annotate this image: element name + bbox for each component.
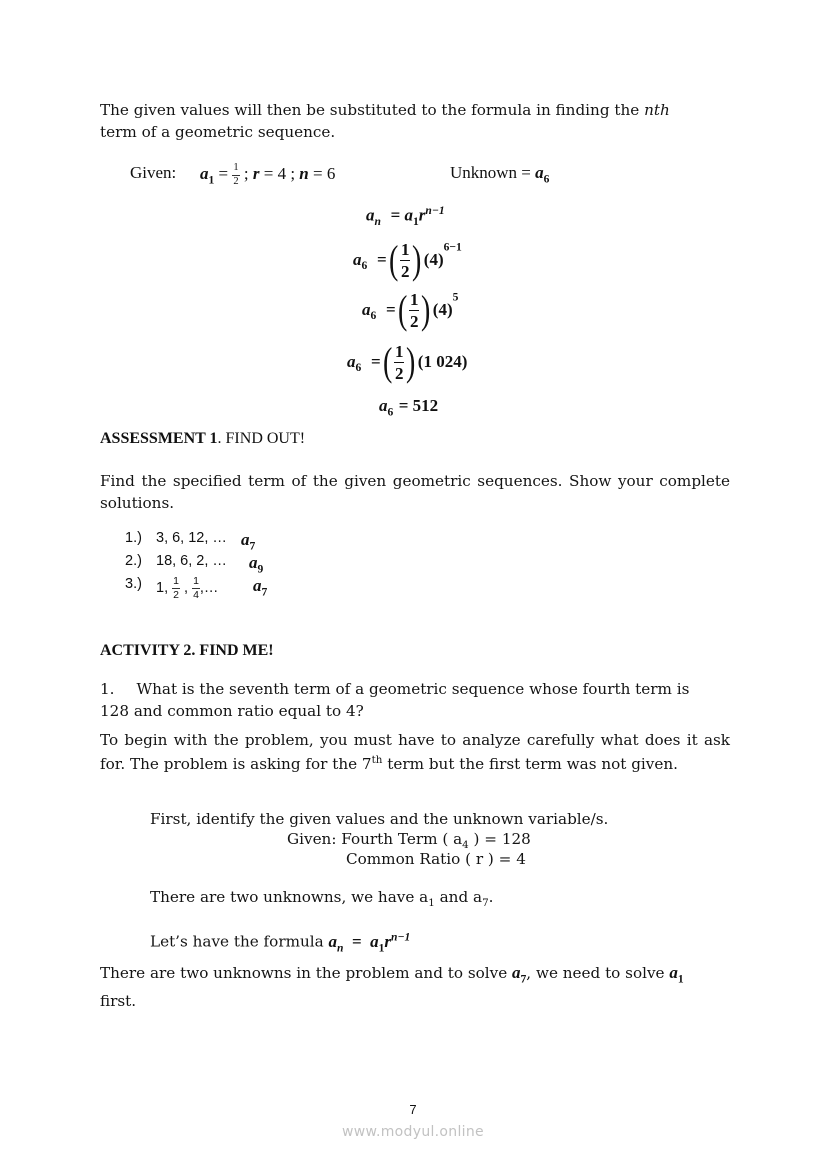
activity-question [100,678,740,722]
given-label: Given: [130,163,177,182]
item-seq-start: 1, [156,579,169,596]
formula2-r: r [384,931,392,951]
list-item [125,553,264,576]
item-term-sub: 9 [257,562,264,576]
item-num: 1.) [125,530,142,546]
formula-line: $a_n = a_1r^{n-1}$ [366,204,445,229]
assessment-title-b: . FIND OUT! [217,430,306,447]
unknowns-sub2: 7 [482,897,489,910]
given-fourth-b: ) = 128 [468,830,531,848]
formula2-eq: = [351,931,362,951]
activity-paragraph-1 [100,731,730,774]
item-term-sub: 7 [249,539,256,553]
step2-exp: 5 [452,290,459,304]
assessment-heading [100,430,305,448]
formula-lhs-sub: n [374,215,381,229]
assessment-instructions: Find the specified term of the given geometric sequences. Show your complete solutions. [100,472,730,512]
final-paragraph [100,962,740,1012]
intro-italic: nth [644,101,670,119]
result-lhs: a [379,396,388,415]
step2-den: 2 [409,311,419,331]
formula-lhs: a [366,205,375,225]
intro-text-2: term of a geometric sequence. [100,123,336,141]
step2-num: 1 [409,289,419,309]
item-seq: 18, 6, 2, … [156,553,227,569]
final-var2: a [669,963,678,982]
frac1-den: 2 [173,588,179,601]
assessment-list [125,530,325,600]
item-term [253,576,267,598]
given-line [130,160,750,194]
formula-intro-text: Let’s have the formula [150,932,329,951]
unknowns-sub1: 1 [428,897,435,910]
step1-num: 1 [400,239,410,259]
item-term [249,553,263,575]
step3-num: 1 [394,341,404,361]
watermark: www.modyul.online [342,1124,484,1140]
item-num: 3.) [125,576,142,592]
r-var: r [252,163,260,183]
item-seq: 3, 6, 12, … [156,530,227,546]
frac2-num: 1 [193,575,199,587]
step1-exp: 6−1 [443,240,462,254]
frac1-num: 1 [173,575,179,587]
formula2-lhs-sub: n [337,941,344,955]
result-line [379,396,438,418]
a1-var: a [200,163,209,183]
intro-paragraph [100,99,740,143]
formula2-exp: n−1 [391,930,411,943]
a1-fraction [232,163,239,187]
page-number: 7 [409,1102,417,1117]
formula-r: r [418,205,426,225]
para1-text-b: term but the first term was not given. [382,754,678,773]
unknowns-b: and a [434,888,483,906]
formula-intro [150,926,410,959]
formula2-lhs: a [328,931,338,951]
frac2-den: 4 [193,588,199,601]
item-term-var: a [241,530,250,549]
step3-value: (1 024) [417,352,468,371]
final-sub2: 1 [677,972,684,986]
result-lhs-sub: 6 [387,405,394,419]
step-2: $a_6$ =( $\frac{1}{2}$ ) $(4)^5$ [362,287,459,332]
step1-lhs: a [353,250,362,269]
unknowns-text [150,886,493,914]
n-var: n [299,163,309,183]
step2-fraction [409,291,420,330]
final-var1: a [512,963,521,982]
item-term-var: a [249,553,258,572]
step-3: $a_6$ =( $\frac{1}{2}$ ) (1 024) [347,339,468,384]
final-c: first. [100,992,137,1011]
given-values: $a_1$ = $\frac{1}{2}$ ; r = 4 ; n = 6 [200,162,336,187]
final-a: There are two unknowns in the problem and to solve [100,964,513,982]
a1-den: 2 [233,175,239,187]
item-fraction-1 [172,576,180,600]
formula-rhs: a [404,205,414,225]
intro-text: The given values will then be substituted to the formula in finding the [100,101,645,119]
a1-sub: 1 [208,173,215,187]
item-fraction-2 [192,576,200,600]
step1-fraction [400,241,411,280]
question-line-2: 128 and common ratio equal to 4? [100,702,364,720]
unknowns-a: There are two unknowns, we have a [150,888,429,906]
step1-den: 2 [400,261,410,281]
question-line-1: What is the seventh term of a geometric sequence whose fourth term is [136,680,690,698]
unknown-sub: 6 [543,172,550,186]
formula-rhs-sub: 1 [413,215,419,229]
identify-text: First, identify the given values and the unknown variable/s. [150,810,609,828]
final-b: , we need to solve [526,964,670,982]
para1-text-a: To begin with the problem, you must have to analyze carefully what does it ask for. The problem is asking for the 7 [100,731,730,773]
n-val: = 6 [313,163,336,183]
unknowns-c: . [488,888,494,906]
given-fourth-a: Given: Fourth Term ( a [287,830,463,848]
r-val: = 4 ; [263,163,296,183]
item-term-var: a [253,576,262,595]
step1-lhs-sub: 6 [361,258,368,272]
step3-fraction [394,343,405,382]
question-num: 1. [100,680,115,698]
step2-lhs-sub: 6 [370,308,377,322]
final-sub1: 7 [520,972,527,986]
step2-lhs: a [362,300,371,319]
step3-lhs-sub: 6 [355,360,362,374]
given-fourth-sub: 4 [462,839,469,852]
para1-sup: th [371,753,383,766]
assessment-title-a: ASSESSMENT 1 [100,430,218,447]
step3-lhs: a [347,352,356,371]
step2-base: (4) [432,300,453,319]
step-1: $a_6$ =( $\frac{1}{2}$ ) $(4)^{6-1}$ [353,237,462,282]
result-value: = 512 [398,396,439,415]
unknown-var: a [535,163,544,182]
formula-exp: n−1 [425,204,445,217]
step3-den: 2 [394,363,404,383]
formula2-rhs: a [370,931,379,951]
step1-base: (4) [423,250,444,269]
formula2-rhs-sub: 1 [378,941,385,955]
item-term-sub: 7 [261,585,268,599]
list-item [125,530,256,553]
item-seq-end: ,… [199,579,219,596]
activity-heading: ACTIVITY 2. FIND ME! [100,642,274,659]
given-common-ratio: Common Ratio ( r ) = 4 [346,850,526,868]
a1-num: 1 [232,163,239,176]
unknown-label: Unknown = [450,163,531,182]
a1-eq: = [218,163,229,183]
unknown-value [450,163,549,185]
item-term [241,530,255,552]
item-num: 2.) [125,553,142,569]
list-item [125,575,268,601]
item-seq: 1, $\frac{1}{2}$ , $\frac{1}{4}$ ,… [156,575,219,601]
